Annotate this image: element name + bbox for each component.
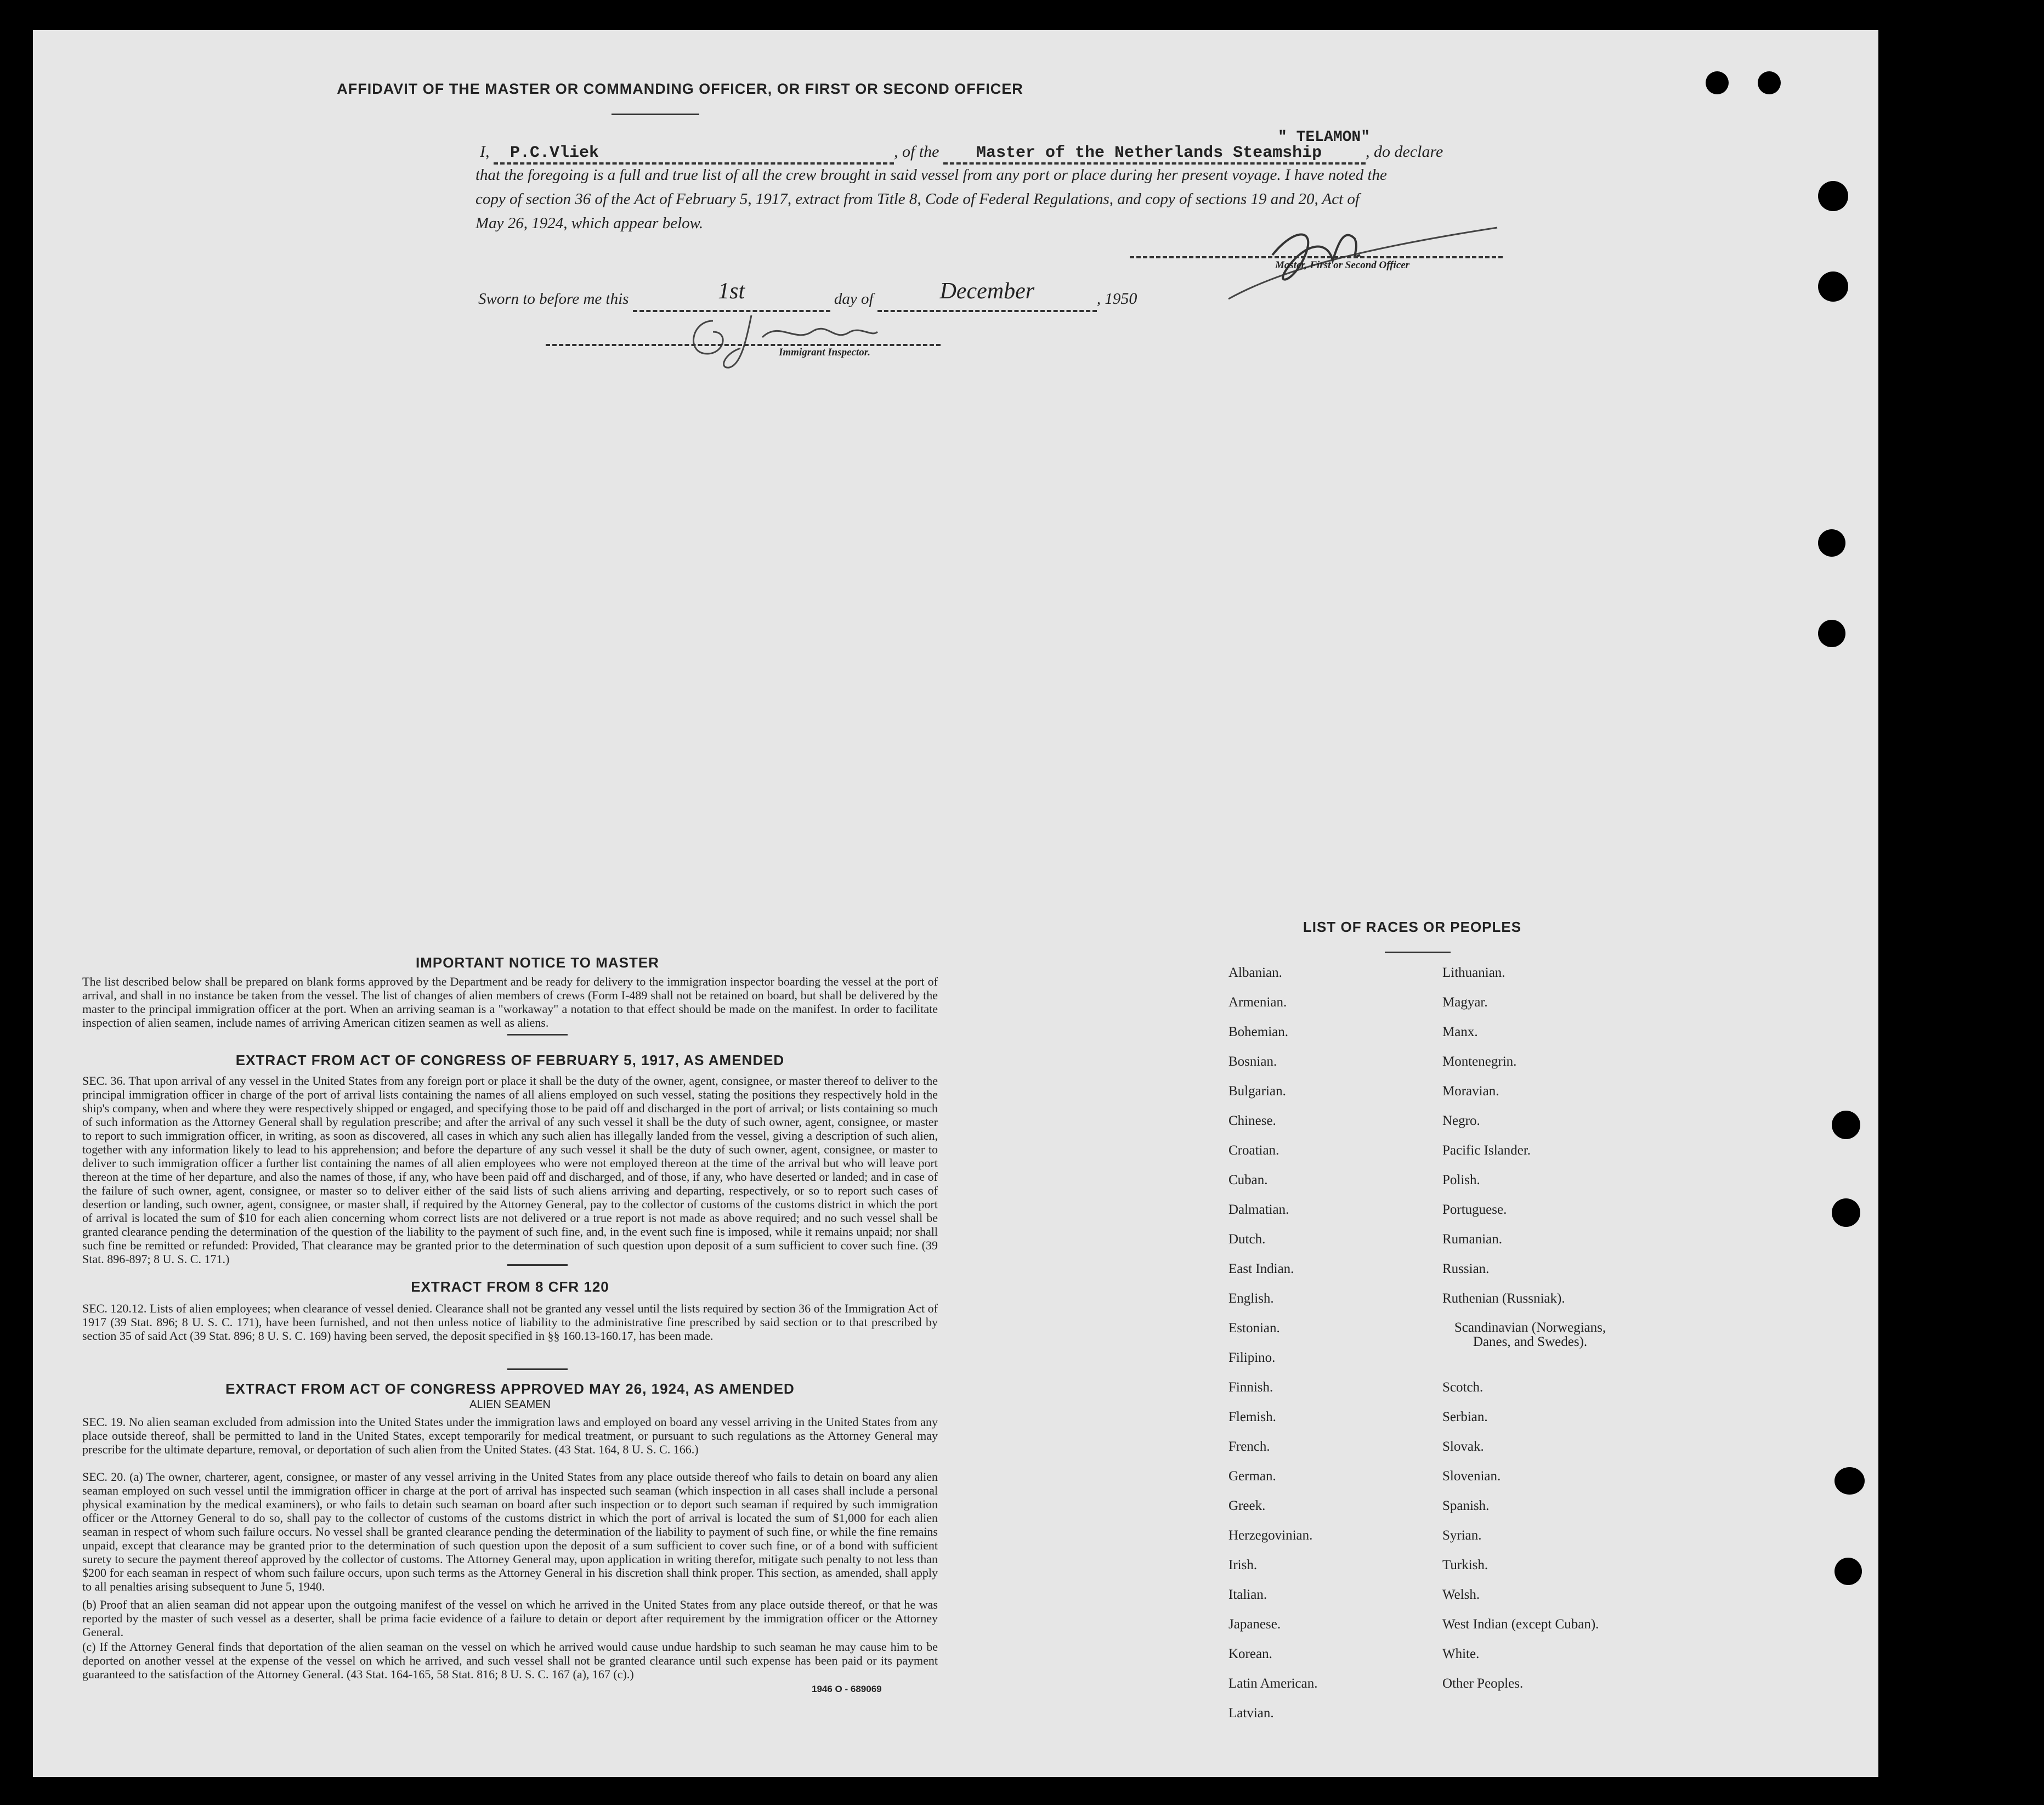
- punch-hole: [1818, 181, 1848, 211]
- ship-name: " TELAMON": [1278, 129, 1371, 146]
- extract-1924-sec19: SEC. 19. No alien seaman excluded from admission into the United States under the immigration laws and employed on board any vessel arriving in the United States from any place outside thereof, shall be permitted to land in the United States, except temporarily for medical treatment, or pursuant to such regulations as the Attorney General may prescribe for the ultimate departure, removal, or deportation of such alien from the United States. (43 Stat. 164, 8 U. S. C. 166.): [82, 1415, 938, 1456]
- title-rule: [611, 114, 699, 115]
- race-item: Turkish.: [1442, 1558, 1488, 1572]
- race-item: Cuban.: [1228, 1173, 1268, 1187]
- year-value: 50: [1120, 290, 1137, 308]
- punch-hole: [1706, 71, 1729, 94]
- race-item: Irish.: [1228, 1558, 1258, 1572]
- race-item: English.: [1228, 1291, 1274, 1306]
- day-of-label: day of: [834, 290, 874, 308]
- race-item: Magyar.: [1442, 995, 1488, 1010]
- race-item: Portuguese.: [1442, 1202, 1507, 1217]
- race-item: Albanian.: [1228, 965, 1282, 980]
- extract-1924-sec20a: SEC. 20. (a) The owner, charterer, agent, consignee, or master of any vessel arriving in the United States from any place outside thereof who fails to detain on board any alien seaman employed on such vessel until the immigration officer in charge at the port of arrival has inspected such seaman (which inspection in all cases shall include a personal physical examination by the medical examiners), or who fails to detain such seaman on board after such inspection or to deport such seaman if required by such immigration officer or the Attorney General to do so, shall pay to the collector of customs of the customs district in which the port of arrival is located the sum of $1,000 for each alien seaman in respect of whom such failure occurs. No vessel shall be granted clearance pending the determination of the liability to payment of such fine, or while the fine remains unpaid, except that clearance may be granted prior to the determination of such question upon the deposit of a sum sufficient to cover such fine, or of a bond with sufficient surety to secure the payment thereof approved by the collector of customs. The Attorney General may, upon application in writing therefor, mitigate such penalty to not less than $200 for each seaman in respect of whom such failure occurs, upon such terms as the Attorney General in his discretion shall think proper. This section, as amended, shall apply to all penalties arising subsequent to June 5, 1940.: [82, 1470, 938, 1593]
- races-right-column: [1442, 965, 1684, 1766]
- race-item: Spanish.: [1442, 1498, 1490, 1513]
- race-item: Finnish.: [1228, 1380, 1273, 1395]
- race-item: Korean.: [1228, 1646, 1272, 1661]
- race-item: Syrian.: [1442, 1528, 1482, 1543]
- race-item: German.: [1228, 1469, 1276, 1484]
- affidavit-line2: that the foregoing is a full and true list of all the crew brought in said vessel from any port or place during her present voyage. I have noted the: [475, 166, 1387, 184]
- name-value: P.C.Vliek: [510, 144, 599, 162]
- race-item: Flemish.: [1228, 1410, 1276, 1424]
- punch-hole: [1758, 71, 1781, 94]
- races-left-column: [1228, 965, 1420, 1766]
- vessel-value: Master of the Netherlands Steamship: [976, 144, 1322, 162]
- year-prefix: , 19: [1096, 290, 1121, 308]
- punch-hole: [1834, 1467, 1865, 1495]
- race-item: Dalmatian.: [1228, 1202, 1289, 1217]
- vessel-field: [943, 143, 1366, 165]
- extract-1917-body: SEC. 36. That upon arrival of any vessel in the United States from any foreign port or place it shall be the duty of the owner, agent, consignee, or master thereof to deliver to the principal immigration officer in charge of the port of arrival lists containing the names of all aliens employed on such vessel, stating the positions they respectively hold in the ship's company, when and where they were respectively shipped or engaged, and specifying those to be paid off and discharged in the port of arrival; or lists containing so much of such information as the Attorney General shall by regulation prescribe; and after the arrival of any such vessel it shall be the duty of such owner, agent, consignee, or master to report to such immigration officer, in writing, as soon as discovered, all cases in which any such alien has illegally landed from the vessel, giving a description of such alien, together with any information likely to lead to his apprehension; and before the departure of any such vessel it shall be the duty of such owner, agent, consignee, or master to deliver to such immigration officer a further list containing the names of all alien employees who were not employed thereon at the time of the arrival but who will leave port thereon at the time of her departure, and also the names of those, if any, who have been paid off and discharged, and of those, if any, who have deserted or landed; and in case of the failure of such owner, agent, consignee, or master so to deliver either of the said lists of such aliens arriving and departing, respectively, or so to report such cases of desertion or landing, such owner, agent, consignee, or master shall, if required by the Attorney General, pay to the collector of customs of the customs district in which the port of arrival is located the sum of $10 for each alien concerning whom correct lists are not delivered or a true report is not made as above required; and no such vessel shall be granted clearance pending the determination of the question of the liability to the payment of such fine, and, in the event such fine is imposed, while it remains unpaid; nor shall such fine be remitted or refunded: Provided, That clearance may be granted prior to the determination of such question upon deposit of a sum sufficient to cover such fine. (39 Stat. 896-897; 8 U. S. C. 171.): [82, 1074, 938, 1266]
- race-item: Serbian.: [1442, 1410, 1488, 1424]
- race-item: Moravian.: [1442, 1084, 1499, 1099]
- race-item: Pacific Islander.: [1442, 1143, 1531, 1158]
- races-rule: [1385, 952, 1451, 953]
- extract-cfr-title: EXTRACT FROM 8 CFR 120: [411, 1278, 609, 1295]
- punch-hole: [1818, 620, 1845, 647]
- day-value: 1st: [718, 279, 745, 304]
- month-value: December: [939, 279, 1035, 304]
- race-item: Armenian.: [1228, 995, 1287, 1010]
- race-item: Filipino.: [1228, 1350, 1276, 1365]
- race-item: Greek.: [1228, 1498, 1266, 1513]
- notice-rule: [507, 1034, 568, 1036]
- race-item: Other Peoples.: [1442, 1676, 1524, 1691]
- affidavit-title: AFFIDAVIT OF THE MASTER OR COMMANDING OFFICER, OR FIRST OR SECOND OFFICER: [337, 81, 1023, 97]
- race-item: Japanese.: [1228, 1617, 1281, 1632]
- race-item: Ruthenian (Russniak).: [1442, 1291, 1565, 1306]
- affidavit-line3: copy of section 36 of the Act of February 5, 1917, extract from Title 8, Code of Federal Regulations, and copy of sections 19 and 20, Act of: [475, 190, 1360, 208]
- race-item: Chinese.: [1228, 1113, 1276, 1128]
- race-item: White.: [1442, 1646, 1480, 1661]
- extract-1917-rule: [507, 1264, 568, 1266]
- notice-body: The list described below shall be prepared on blank forms approved by the Department and be ready for delivery to the immigration inspector boarding the vessel at the port of arrival, and shall in no instance be taken from the vessel. The list of changes of alien members of crews (Form I-489 shall not be retained on board, but shall be delivered by the master to the principal immigration officer at the port. When an arriving seaman is a "workaway" a notation to that effect should be made on the manifest. In order to facilitate inspection of alien seamen, include names of arriving American citizen seamen as well as aliens.: [82, 975, 938, 1029]
- i-label: I,: [480, 143, 490, 161]
- extract-1924-sec20b: (b) Proof that an alien seaman did not appear upon the outgoing manifest of the vessel on which he arrived in the United States from any place outside thereof, or that he was reported by the master of such vessel as a deserter, shall be prima facie evidence of a failure to detain or deport after requirement by the immigration officer or the Attorney General.: [82, 1598, 938, 1639]
- race-item: Slovak.: [1442, 1439, 1484, 1454]
- extract-cfr-body: SEC. 120.12. Lists of alien employees; when clearance of vessel denied. Clearance shall not be granted any vessel until the lists required by section 36 of the Immigration Act of 1917 (39 Stat. 896; 8 U. S. C. 171), have been furnished, and not then unless notice of liability to the administrative fine prescribed by said section or to that prescribed by section 35 of said Act (39 Stat. 896; 8 U. S. C. 169) having been served, the deposit specified in §§ 160.13-160.17, has been made.: [82, 1302, 938, 1343]
- race-item: Slovenian.: [1442, 1469, 1501, 1484]
- manifest-page: [33, 30, 1878, 1777]
- race-item: Italian.: [1228, 1587, 1267, 1602]
- race-item: Scotch.: [1442, 1380, 1484, 1395]
- of-the-label: , of the: [894, 143, 939, 161]
- race-item: Polish.: [1442, 1173, 1480, 1187]
- print-code: 1946 O - 689069: [812, 1684, 882, 1694]
- race-item: Rumanian.: [1442, 1232, 1503, 1247]
- master-signature-line: [1130, 255, 1503, 258]
- punch-hole: [1818, 271, 1848, 302]
- inspector-signature: [669, 299, 899, 376]
- race-item: Lithuanian.: [1442, 965, 1505, 980]
- race-item: Negro.: [1442, 1113, 1480, 1128]
- inspector-caption: Immigrant Inspector.: [779, 347, 870, 358]
- extract-1924-title: EXTRACT FROM ACT OF CONGRESS APPROVED MAY 26, 1924, AS AMENDED: [225, 1380, 795, 1397]
- race-item: Russian.: [1442, 1261, 1490, 1276]
- punch-hole: [1832, 1111, 1860, 1139]
- sworn-label: Sworn to before me this: [478, 290, 629, 308]
- race-item: Dutch.: [1228, 1232, 1266, 1247]
- affidavit-line1: [480, 143, 1511, 165]
- race-item: Bosnian.: [1228, 1054, 1277, 1069]
- race-item: Bulgarian.: [1228, 1084, 1286, 1099]
- race-item: Estonian.: [1228, 1321, 1280, 1336]
- race-item: Croatian.: [1228, 1143, 1279, 1158]
- do-declare-label: , do declare: [1366, 143, 1443, 161]
- inspector-signature-line: [546, 343, 941, 346]
- extract-1924-sec20c: (c) If the Attorney General finds that deportation of the alien seaman on the vessel on which he arrived would cause undue hardship to such seaman he may cause him to be deported on another vessel at the expense of the vessel on which he arrived, and such vessel shall not be granted clearance until such expense has been paid or its payment guaranteed to the satisfaction of the Attorney General. (43 Stat. 164-165, 58 Stat. 816; 8 U. S. C. 167 (a), 167 (c).): [82, 1640, 938, 1681]
- race-item: Welsh.: [1442, 1587, 1480, 1602]
- race-item: Scandinavian (Norwegians, Danes, and Swedes).: [1454, 1320, 1606, 1349]
- month-field: [877, 279, 1097, 312]
- race-item: French.: [1228, 1439, 1270, 1454]
- race-item: Latin American.: [1228, 1676, 1318, 1691]
- master-caption: Master, First or Second Officer: [1275, 259, 1410, 271]
- races-title: LIST OF RACES OR PEOPLES: [1303, 919, 1522, 935]
- race-item: Latvian.: [1228, 1706, 1274, 1721]
- extract-1924-subtitle: ALIEN SEAMEN: [469, 1399, 551, 1411]
- punch-hole: [1832, 1198, 1860, 1227]
- race-item: Herzegovinian.: [1228, 1528, 1313, 1543]
- extract-1917-title: EXTRACT FROM ACT OF CONGRESS OF FEBRUARY 5, 1917, AS AMENDED: [235, 1052, 785, 1068]
- race-item: East Indian.: [1228, 1261, 1294, 1276]
- race-item: Bohemian.: [1228, 1025, 1289, 1039]
- race-item: West Indian (except Cuban).: [1442, 1617, 1599, 1632]
- punch-hole: [1834, 1558, 1862, 1585]
- race-item: Manx.: [1442, 1025, 1478, 1039]
- extract-cfr-rule: [507, 1368, 568, 1370]
- affidavit-line4: May 26, 1924, which appear below.: [475, 214, 704, 232]
- race-item: Montenegrin.: [1442, 1054, 1517, 1069]
- name-field: [494, 143, 894, 165]
- punch-hole: [1818, 529, 1845, 557]
- notice-title: IMPORTANT NOTICE TO MASTER: [416, 954, 659, 971]
